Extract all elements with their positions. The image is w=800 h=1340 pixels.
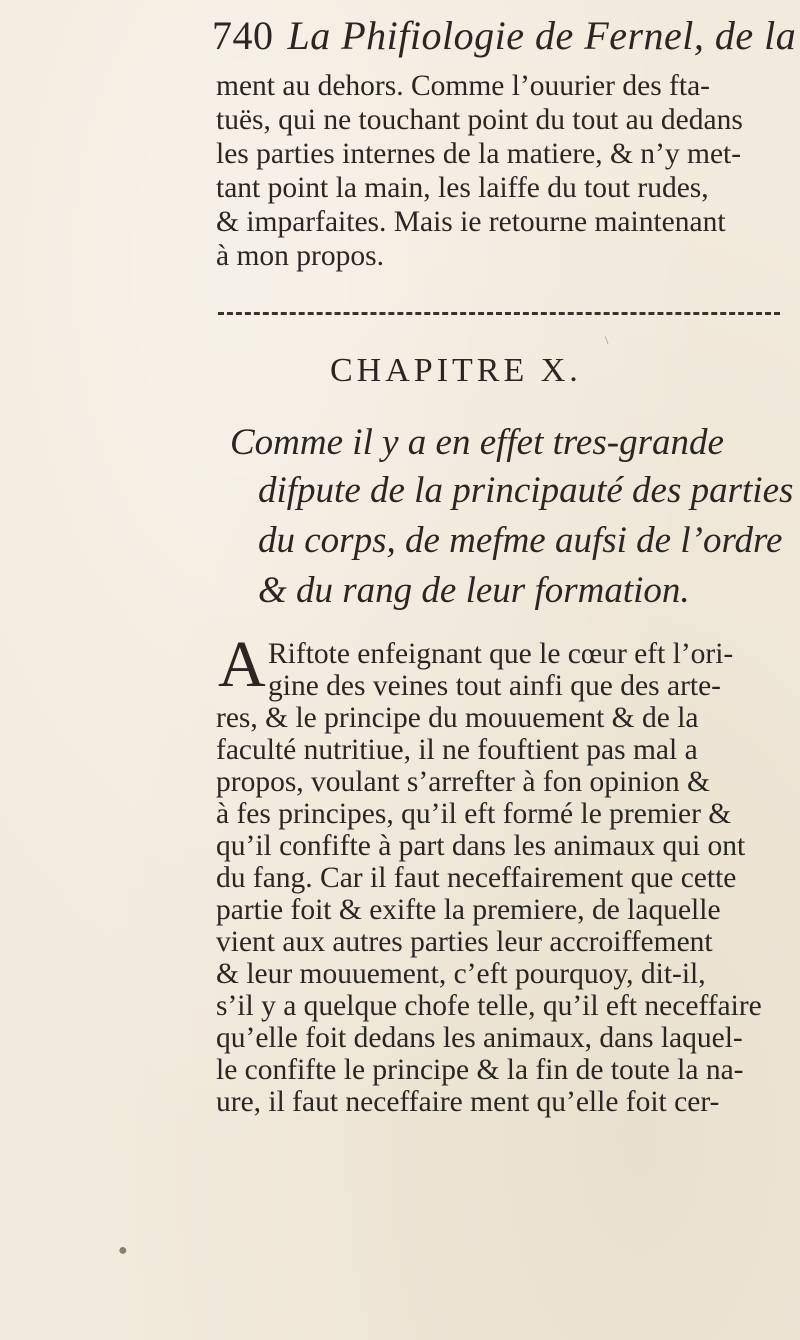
text-line: tant point la main, les laiffe du tout rudes,	[216, 172, 709, 204]
text-line: du fang. Car il faut neceffairement que cette	[216, 862, 737, 894]
text-line: s’il y a quelque chofe telle, qu’il eft neceffaire	[216, 990, 762, 1022]
text-line: & leur mouuement, c’eft pourquoy, dit-il,	[216, 958, 706, 990]
text-line: ment au dehors. Comme l’ouurier des fta-	[216, 70, 710, 102]
chapter-title-line: & du rang de leur formation.	[258, 570, 690, 611]
text-line: partie foit & exifte la premiere, de laquelle	[216, 894, 721, 926]
text-line: Riftote enfeignant que le cœur eft l’ori-	[268, 638, 734, 670]
chapter-heading: CHAPITRE X.	[330, 352, 582, 389]
text-line: les parties internes de la matiere, & n’y met-	[216, 138, 742, 170]
paper-speck: \	[605, 333, 609, 347]
text-line: vient aux autres parties leur accroiffement	[216, 926, 713, 958]
text-line: qu’elle foit dedans les animaux, dans laquel-	[216, 1022, 743, 1054]
text-line: le confifte le principe & la fin de toute la na-	[216, 1054, 744, 1086]
running-title: La Phifiologie de Fernel, de la	[287, 13, 797, 58]
text-line: qu’il confifte à part dans les animaux qui ont	[216, 830, 746, 862]
drop-capital: A	[218, 628, 266, 701]
page-number: 740	[212, 13, 274, 58]
chapter-title-line: du corps, de mefme aufsi de l’ordre	[258, 520, 783, 561]
chapter-title-line: difpute de la principauté des parties	[258, 470, 794, 511]
text-line: tuës, qui ne touchant point du tout au dedans	[216, 104, 743, 136]
running-head	[212, 12, 796, 59]
text-line: faculté nutritiue, il ne fouftient pas mal a	[216, 734, 698, 766]
text-line: à mon propos.	[216, 240, 384, 272]
text-line: propos, voulant s’arrefter à fon opinion &	[216, 766, 710, 798]
paper-speck: ●	[118, 1242, 128, 1259]
text-line: gine des veines tout ainfi que des arte-	[268, 670, 722, 702]
chapter-title-line: Comme il y a en effet tres-grande	[230, 422, 724, 463]
text-line: res, & le principe du mouuement & de la	[216, 702, 699, 734]
text-line: à fes principes, qu’il eft formé le premier &	[216, 798, 732, 830]
text-line: & imparfaites. Mais ie retourne maintenant	[216, 206, 726, 238]
text-line: ure, il faut neceffaire ment qu’elle foit cer-	[216, 1086, 720, 1118]
section-divider	[218, 312, 780, 315]
